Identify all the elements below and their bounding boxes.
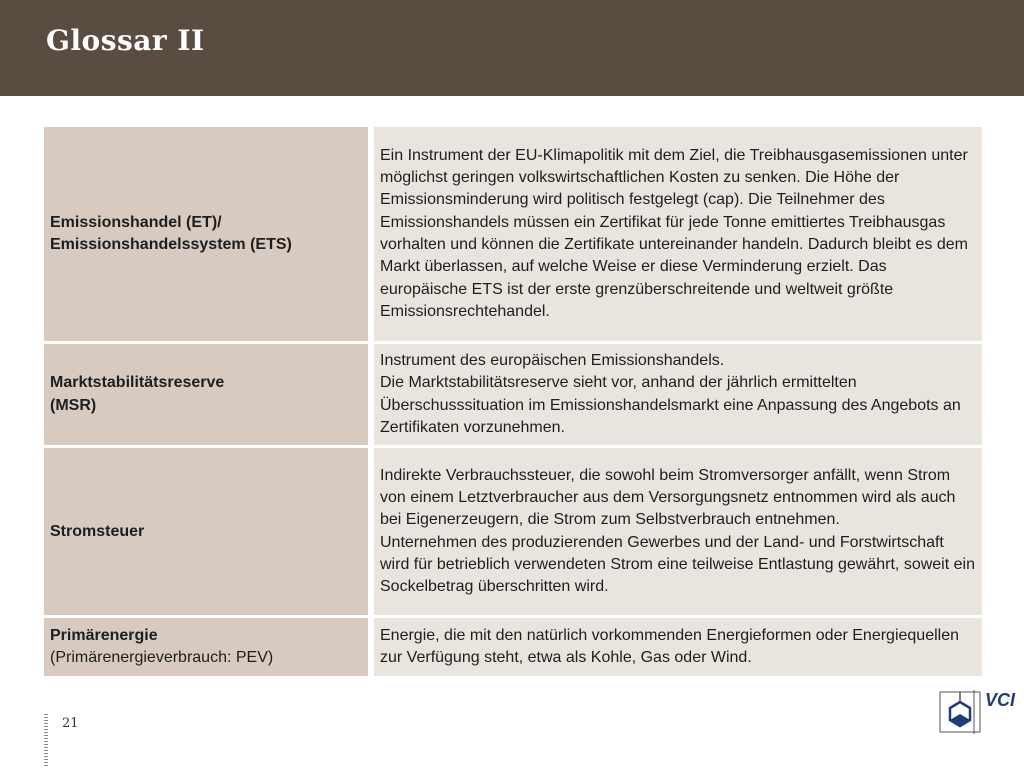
- glossary-row: [44, 448, 982, 615]
- term-line: Emissionshandel (ET)/: [50, 213, 222, 231]
- glossary-row: [44, 127, 982, 341]
- glossary-term: [44, 344, 368, 445]
- definition-paragraph: Die Marktstabilitätsreserve sieht vor, anhand der jährlich ermittelten Überschusssituation im Emissionshandelsmarkt eine Anpassung des Angebots an Zertifikaten vorzunehmen.: [380, 374, 961, 436]
- glossary-term: [44, 448, 368, 615]
- glossary-term: [44, 127, 368, 341]
- term-subtitle: (Primärenergieverbrauch: PEV): [50, 649, 274, 667]
- page-number: 21: [62, 716, 79, 731]
- glossary-definition: [374, 344, 982, 445]
- glossary-term: [44, 618, 368, 676]
- definition-paragraph: Unternehmen des produzierenden Gewerbes und der Land- und Forstwirtschaft wird für betrieblich verwendeten Strom eine teilweise Entlastung gewährt, soweit ein Sockelbetrag überschritten wird.: [380, 533, 975, 596]
- footer-dotted-rule: [44, 714, 48, 766]
- definition-paragraph: Energie, die mit den natürlich vorkommenden Energieformen oder Energiequellen zur Verfügung steht, etwa als Kohle, Gas oder Wind.: [380, 626, 959, 667]
- slide-title: Glossar II: [46, 24, 205, 57]
- definition-paragraph: Instrument des europäischen Emissionshandels.: [380, 352, 725, 369]
- vci-logo-text: VCI: [985, 690, 1016, 710]
- glossary-definition: [374, 448, 982, 615]
- definition-paragraph: Indirekte Verbrauchssteuer, die sowohl beim Stromversorger anfällt, wenn Strom von einem Letztverbraucher aus dem Versorgungsnetz entnommen wird als auch bei Eigenerzeugern, die Strom zum Selbstverbrauch entnehmen.: [380, 466, 956, 529]
- definition-paragraph: Ein Instrument der EU-Klimapolitik mit dem Ziel, die Treibhausgasemissionen unter möglichst geringen volkswirtschaftlichen Kosten zu senken. Die Höhe der Emissionsminderung wird politisch festgelegt (cap). Die Teilnehmer des Emissionshandels müssen ein Zertifikat für jede Tonne emittiertes Treibhausgas vorhalten und können die Zertifikate untereinander handeln. Dadurch bleibt es dem Markt überlassen, auf welche Weise er diese Verminderung erzielt. Das europäische ETS ist der erste grenzüberschreitende und weltweit größte Emissionsrechtehandel.: [380, 146, 968, 320]
- term-line: (MSR): [50, 396, 97, 414]
- term-line: Marktstabilitätsreserve: [50, 374, 225, 392]
- glossary-row: [44, 618, 982, 676]
- glossary-definition: [374, 127, 982, 341]
- glossary-table: [44, 124, 982, 679]
- term-line: Emissionshandelssystem (ETS): [50, 236, 292, 253]
- glossary-definition: [374, 618, 982, 676]
- term-line: Stromsteuer: [50, 522, 145, 540]
- glossary-row: [44, 344, 982, 445]
- term-line: Primärenergie: [50, 626, 158, 644]
- header-bar: [0, 0, 1024, 96]
